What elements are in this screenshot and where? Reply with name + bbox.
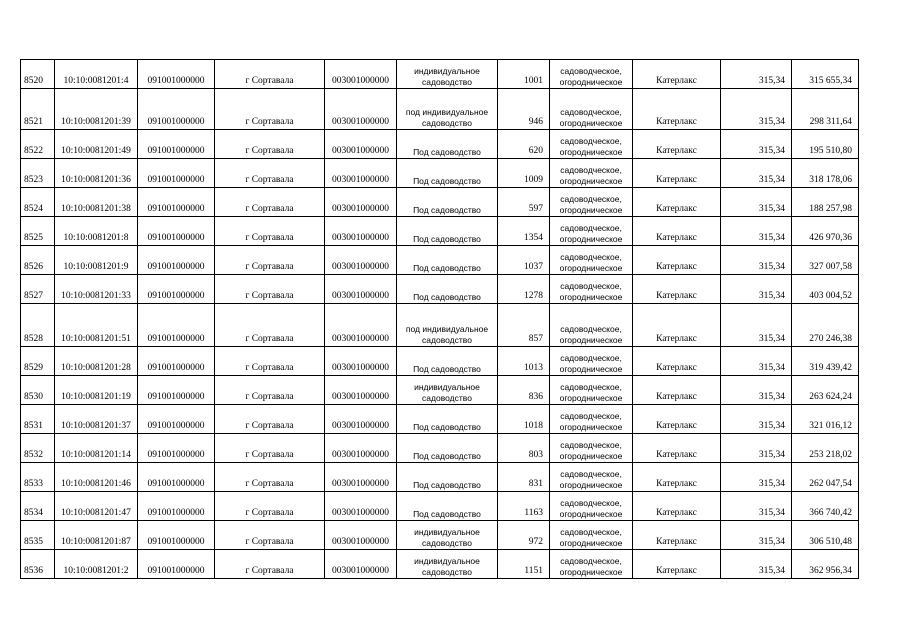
area-cell: 1037 <box>498 246 550 275</box>
row-number-cell: 8532 <box>21 434 55 463</box>
row-number-cell: 8525 <box>21 217 55 246</box>
area-cell: 1354 <box>498 217 550 246</box>
specific-value-cell: 315,34 <box>721 159 792 188</box>
land-use-type-line: садоводческое, <box>560 469 622 479</box>
table-body <box>21 60 859 579</box>
land-use-type-line: садоводческое, <box>560 107 622 117</box>
row-number-cell: 8521 <box>21 89 55 130</box>
land-use-type-line: огородническое <box>559 233 623 244</box>
specific-value-cell: 315,34 <box>721 275 792 304</box>
permitted-use-line: индивидуальное <box>414 382 480 392</box>
specific-value-cell: 315,34 <box>721 60 792 89</box>
permitted-use-line: Под садоводство <box>413 450 481 461</box>
location-cell: Катерлакс <box>633 275 721 304</box>
row-number-cell: 8528 <box>21 304 55 347</box>
permitted-use-cell <box>397 60 498 89</box>
permitted-use-line: Под садоводство <box>413 421 481 432</box>
cadastral-number-cell: 10:10:0081201:37 <box>55 405 138 434</box>
cadastral-value-cell: 362 956,34 <box>792 550 859 579</box>
area-cell: 946 <box>498 89 550 130</box>
table-row <box>21 217 859 246</box>
cadastral-value-cell: 306 510,48 <box>792 521 859 550</box>
land-use-type-cell <box>550 159 633 188</box>
permitted-use-cell <box>397 492 498 521</box>
specific-value-cell: 315,34 <box>721 376 792 405</box>
settlement-cell: г Сортавала <box>215 89 325 130</box>
specific-value-cell: 315,34 <box>721 188 792 217</box>
settlement-cell: г Сортавала <box>215 304 325 347</box>
cadastral-value-cell: 403 004,52 <box>792 275 859 304</box>
location-cell: Катерлакс <box>633 376 721 405</box>
land-use-type-cell <box>550 304 633 347</box>
table-row <box>21 376 859 405</box>
land-use-type-line: садоводческое, <box>560 252 622 262</box>
land-use-type-line: огородническое <box>559 450 623 461</box>
zone-code-cell: 003001000000 <box>325 492 397 521</box>
land-use-type-line: садоводческое, <box>560 498 622 508</box>
okato-code-cell: 091001000000 <box>138 60 215 89</box>
specific-value-cell: 315,34 <box>721 130 792 159</box>
cadastral-value-cell: 188 257,98 <box>792 188 859 217</box>
land-use-type-line: садоводческое, <box>560 556 622 566</box>
permitted-use-line: Под садоводство <box>413 363 481 374</box>
cadastral-number-cell: 10:10:0081201:2 <box>55 550 138 579</box>
specific-value-cell: 315,34 <box>721 347 792 376</box>
permitted-use-cell <box>397 405 498 434</box>
permitted-use-line: садоводство <box>422 117 472 128</box>
cadastral-value-cell: 315 655,34 <box>792 60 859 89</box>
permitted-use-line: садоводство <box>422 76 472 87</box>
land-use-type-line: огородническое <box>559 508 623 519</box>
permitted-use-line: Под садоводство <box>413 175 481 186</box>
permitted-use-cell <box>397 159 498 188</box>
cadastral-number-cell: 10:10:0081201:33 <box>55 275 138 304</box>
specific-value-cell: 315,34 <box>721 217 792 246</box>
settlement-cell: г Сортавала <box>215 463 325 492</box>
table-row <box>21 550 859 579</box>
cadastral-number-cell: 10:10:0081201:49 <box>55 130 138 159</box>
permitted-use-cell <box>397 275 498 304</box>
settlement-cell: г Сортавала <box>215 60 325 89</box>
zone-code-cell: 003001000000 <box>325 217 397 246</box>
land-use-type-cell <box>550 89 633 130</box>
settlement-cell: г Сортавала <box>215 347 325 376</box>
table-row <box>21 463 859 492</box>
permitted-use-cell <box>397 347 498 376</box>
okato-code-cell: 091001000000 <box>138 434 215 463</box>
cadastral-number-cell: 10:10:0081201:14 <box>55 434 138 463</box>
settlement-cell: г Сортавала <box>215 159 325 188</box>
okato-code-cell: 091001000000 <box>138 376 215 405</box>
permitted-use-line: под индивидуальное <box>405 107 489 117</box>
permitted-use-line: Под садоводство <box>413 146 481 157</box>
area-cell: 1151 <box>498 550 550 579</box>
okato-code-cell: 091001000000 <box>138 405 215 434</box>
permitted-use-cell <box>397 434 498 463</box>
zone-code-cell: 003001000000 <box>325 463 397 492</box>
location-cell: Катерлакс <box>633 347 721 376</box>
permitted-use-line: индивидуальное <box>414 527 480 537</box>
permitted-use-cell <box>397 188 498 217</box>
zone-code-cell: 003001000000 <box>325 159 397 188</box>
location-cell: Катерлакс <box>633 463 721 492</box>
area-cell: 857 <box>498 304 550 347</box>
land-use-type-line: садоводческое, <box>560 165 622 175</box>
okato-code-cell: 091001000000 <box>138 275 215 304</box>
zone-code-cell: 003001000000 <box>325 188 397 217</box>
land-use-type-cell <box>550 434 633 463</box>
zone-code-cell: 003001000000 <box>325 304 397 347</box>
okato-code-cell: 091001000000 <box>138 188 215 217</box>
land-use-type-line: огородническое <box>559 421 623 432</box>
cadastral-number-cell: 10:10:0081201:19 <box>55 376 138 405</box>
zone-code-cell: 003001000000 <box>325 347 397 376</box>
table-row <box>21 434 859 463</box>
land-use-type-cell <box>550 188 633 217</box>
area-cell: 1163 <box>498 492 550 521</box>
permitted-use-line: Под садоводство <box>413 233 481 244</box>
table-row <box>21 159 859 188</box>
table-row <box>21 304 859 347</box>
land-use-type-line: огородническое <box>559 291 623 302</box>
zone-code-cell: 003001000000 <box>325 89 397 130</box>
zone-code-cell: 003001000000 <box>325 521 397 550</box>
settlement-cell: г Сортавала <box>215 246 325 275</box>
land-use-type-cell <box>550 405 633 434</box>
area-cell: 972 <box>498 521 550 550</box>
okato-code-cell: 091001000000 <box>138 347 215 376</box>
okato-code-cell: 091001000000 <box>138 217 215 246</box>
permitted-use-cell <box>397 217 498 246</box>
land-use-type-cell <box>550 492 633 521</box>
zone-code-cell: 003001000000 <box>325 60 397 89</box>
permitted-use-cell <box>397 130 498 159</box>
area-cell: 620 <box>498 130 550 159</box>
location-cell: Катерлакс <box>633 188 721 217</box>
specific-value-cell: 315,34 <box>721 304 792 347</box>
table-row <box>21 347 859 376</box>
cadastral-number-cell: 10:10:0081201:47 <box>55 492 138 521</box>
land-use-type-line: огородническое <box>559 175 623 186</box>
row-number-cell: 8527 <box>21 275 55 304</box>
area-cell: 836 <box>498 376 550 405</box>
row-number-cell: 8530 <box>21 376 55 405</box>
land-use-type-cell <box>550 217 633 246</box>
okato-code-cell: 091001000000 <box>138 550 215 579</box>
permitted-use-line: индивидуальное <box>414 66 480 76</box>
cadastral-number-cell: 10:10:0081201:38 <box>55 188 138 217</box>
cadastral-value-cell: 426 970,36 <box>792 217 859 246</box>
okato-code-cell: 091001000000 <box>138 463 215 492</box>
settlement-cell: г Сортавала <box>215 188 325 217</box>
settlement-cell: г Сортавала <box>215 217 325 246</box>
cadastral-value-cell: 319 439,42 <box>792 347 859 376</box>
table-row <box>21 246 859 275</box>
land-use-type-line: огородническое <box>559 479 623 490</box>
land-use-type-cell <box>550 130 633 159</box>
permitted-use-line: садоводство <box>422 537 472 548</box>
land-use-type-line: огородническое <box>559 537 623 548</box>
permitted-use-line: под индивидуальное <box>405 324 489 334</box>
land-use-type-line: огородническое <box>559 392 623 403</box>
table-row <box>21 405 859 434</box>
specific-value-cell: 315,34 <box>721 492 792 521</box>
land-use-type-line: садоводческое, <box>560 66 622 76</box>
land-use-type-line: огородническое <box>559 76 623 87</box>
land-use-type-line: садоводческое, <box>560 353 622 363</box>
permitted-use-cell <box>397 376 498 405</box>
cadastral-number-cell: 10:10:0081201:46 <box>55 463 138 492</box>
location-cell: Катерлакс <box>633 60 721 89</box>
location-cell: Катерлакс <box>633 130 721 159</box>
specific-value-cell: 315,34 <box>721 405 792 434</box>
table-row <box>21 492 859 521</box>
okato-code-cell: 091001000000 <box>138 89 215 130</box>
land-use-type-line: огородническое <box>559 566 623 577</box>
area-cell: 1013 <box>498 347 550 376</box>
settlement-cell: г Сортавала <box>215 550 325 579</box>
land-use-type-line: садоводческое, <box>560 281 622 291</box>
location-cell: Катерлакс <box>633 246 721 275</box>
permitted-use-cell <box>397 463 498 492</box>
permitted-use-line: Под садоводство <box>413 262 481 273</box>
location-cell: Катерлакс <box>633 89 721 130</box>
area-cell: 597 <box>498 188 550 217</box>
okato-code-cell: 091001000000 <box>138 130 215 159</box>
permitted-use-line: индивидуальное <box>414 556 480 566</box>
permitted-use-cell <box>397 304 498 347</box>
specific-value-cell: 315,34 <box>721 434 792 463</box>
row-number-cell: 8529 <box>21 347 55 376</box>
table-row <box>21 275 859 304</box>
specific-value-cell: 315,34 <box>721 246 792 275</box>
land-use-type-line: огородническое <box>559 334 623 345</box>
cadastral-number-cell: 10:10:0081201:4 <box>55 60 138 89</box>
permitted-use-line: Под садоводство <box>413 508 481 519</box>
table-row <box>21 60 859 89</box>
land-use-type-line: огородническое <box>559 204 623 215</box>
row-number-cell: 8531 <box>21 405 55 434</box>
zone-code-cell: 003001000000 <box>325 405 397 434</box>
land-use-type-line: садоводческое, <box>560 440 622 450</box>
cadastral-number-cell: 10:10:0081201:39 <box>55 89 138 130</box>
okato-code-cell: 091001000000 <box>138 159 215 188</box>
cadastral-value-cell: 318 178,06 <box>792 159 859 188</box>
row-number-cell: 8523 <box>21 159 55 188</box>
zone-code-cell: 003001000000 <box>325 434 397 463</box>
okato-code-cell: 091001000000 <box>138 521 215 550</box>
land-use-type-line: садоводческое, <box>560 527 622 537</box>
permitted-use-line: садоводство <box>422 392 472 403</box>
permitted-use-line: Под садоводство <box>413 291 481 302</box>
cadastral-number-cell: 10:10:0081201:36 <box>55 159 138 188</box>
land-use-type-cell <box>550 275 633 304</box>
cadastral-number-cell: 10:10:0081201:51 <box>55 304 138 347</box>
permitted-use-line: садоводство <box>422 566 472 577</box>
zone-code-cell: 003001000000 <box>325 376 397 405</box>
area-cell: 1278 <box>498 275 550 304</box>
land-use-type-line: садоводческое, <box>560 324 622 334</box>
location-cell: Катерлакс <box>633 217 721 246</box>
land-use-type-line: садоводческое, <box>560 411 622 421</box>
cadastral-number-cell: 10:10:0081201:8 <box>55 217 138 246</box>
cadastral-number-cell: 10:10:0081201:87 <box>55 521 138 550</box>
area-cell: 831 <box>498 463 550 492</box>
permitted-use-line: садоводство <box>422 334 472 345</box>
okato-code-cell: 091001000000 <box>138 304 215 347</box>
area-cell: 1001 <box>498 60 550 89</box>
location-cell: Катерлакс <box>633 434 721 463</box>
location-cell: Катерлакс <box>633 159 721 188</box>
settlement-cell: г Сортавала <box>215 275 325 304</box>
zone-code-cell: 003001000000 <box>325 246 397 275</box>
settlement-cell: г Сортавала <box>215 521 325 550</box>
row-number-cell: 8526 <box>21 246 55 275</box>
land-use-type-line: огородническое <box>559 363 623 374</box>
location-cell: Катерлакс <box>633 492 721 521</box>
area-cell: 803 <box>498 434 550 463</box>
settlement-cell: г Сортавала <box>215 130 325 159</box>
table-row <box>21 188 859 217</box>
settlement-cell: г Сортавала <box>215 405 325 434</box>
row-number-cell: 8533 <box>21 463 55 492</box>
permitted-use-line: Под садоводство <box>413 479 481 490</box>
row-number-cell: 8536 <box>21 550 55 579</box>
cadastral-value-cell: 327 007,58 <box>792 246 859 275</box>
location-cell: Катерлакс <box>633 521 721 550</box>
land-use-type-cell <box>550 521 633 550</box>
cadastral-value-cell: 270 246,38 <box>792 304 859 347</box>
specific-value-cell: 315,34 <box>721 463 792 492</box>
cadastral-value-cell: 366 740,42 <box>792 492 859 521</box>
row-number-cell: 8535 <box>21 521 55 550</box>
table-row <box>21 89 859 130</box>
cadastral-number-cell: 10:10:0081201:28 <box>55 347 138 376</box>
row-number-cell: 8522 <box>21 130 55 159</box>
row-number-cell: 8534 <box>21 492 55 521</box>
land-use-type-line: садоводческое, <box>560 223 622 233</box>
zone-code-cell: 003001000000 <box>325 275 397 304</box>
land-use-type-line: садоводческое, <box>560 136 622 146</box>
area-cell: 1018 <box>498 405 550 434</box>
specific-value-cell: 315,34 <box>721 521 792 550</box>
permitted-use-cell <box>397 246 498 275</box>
cadastral-value-cell: 253 218,02 <box>792 434 859 463</box>
table-row <box>21 521 859 550</box>
zone-code-cell: 003001000000 <box>325 130 397 159</box>
row-number-cell: 8524 <box>21 188 55 217</box>
location-cell: Катерлакс <box>633 405 721 434</box>
cadastral-value-cell: 195 510,80 <box>792 130 859 159</box>
land-use-type-cell <box>550 550 633 579</box>
area-cell: 1009 <box>498 159 550 188</box>
cadastral-value-cell: 263 624,24 <box>792 376 859 405</box>
permitted-use-cell <box>397 89 498 130</box>
land-use-type-cell <box>550 376 633 405</box>
okato-code-cell: 091001000000 <box>138 246 215 275</box>
specific-value-cell: 315,34 <box>721 550 792 579</box>
land-use-type-cell <box>550 463 633 492</box>
cadastral-value-cell: 298 311,64 <box>792 89 859 130</box>
location-cell: Катерлакс <box>633 550 721 579</box>
land-use-type-line: огородническое <box>559 117 623 128</box>
zone-code-cell: 003001000000 <box>325 550 397 579</box>
permitted-use-line: Под садоводство <box>413 204 481 215</box>
settlement-cell: г Сортавала <box>215 434 325 463</box>
land-registry-table <box>20 59 859 579</box>
land-use-type-line: огородническое <box>559 146 623 157</box>
cadastral-value-cell: 321 016,12 <box>792 405 859 434</box>
cadastral-number-cell: 10:10:0081201:9 <box>55 246 138 275</box>
document-sheet <box>20 59 859 579</box>
land-use-type-line: садоводческое, <box>560 382 622 392</box>
permitted-use-cell <box>397 521 498 550</box>
land-use-type-cell <box>550 60 633 89</box>
location-cell: Катерлакс <box>633 304 721 347</box>
specific-value-cell: 315,34 <box>721 89 792 130</box>
permitted-use-cell <box>397 550 498 579</box>
land-use-type-cell <box>550 246 633 275</box>
table-row <box>21 130 859 159</box>
cadastral-value-cell: 262 047,54 <box>792 463 859 492</box>
settlement-cell: г Сортавала <box>215 492 325 521</box>
row-number-cell: 8520 <box>21 60 55 89</box>
okato-code-cell: 091001000000 <box>138 492 215 521</box>
settlement-cell: г Сортавала <box>215 376 325 405</box>
land-use-type-line: огородническое <box>559 262 623 273</box>
land-use-type-line: садоводческое, <box>560 194 622 204</box>
land-use-type-cell <box>550 347 633 376</box>
